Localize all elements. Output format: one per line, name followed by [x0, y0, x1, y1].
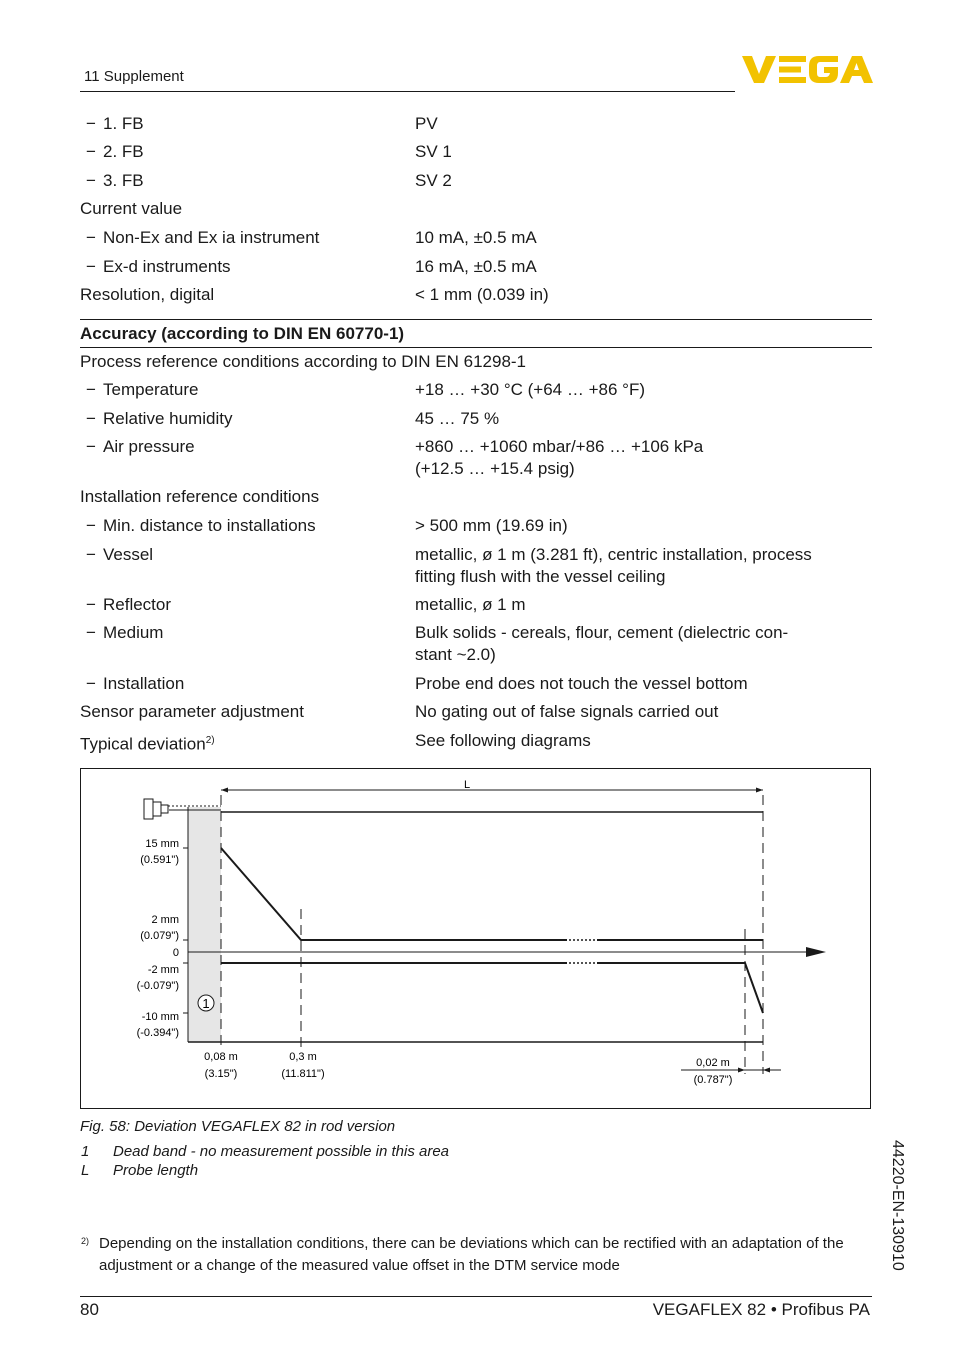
- spec-label: − Medium: [86, 623, 164, 642]
- legend-key: 1: [81, 1143, 90, 1160]
- y-label-neg2mm: -2 mm: [147, 964, 179, 976]
- document-id-text: 44220-EN-130910: [889, 1140, 906, 1271]
- section-rule-top: [80, 319, 872, 320]
- x-label-002m-in: (0.787"): [693, 1074, 733, 1086]
- spec-value: +860 … +1060 mbar/+86 … +106 kPa (+12.5 … +15.4 psig): [415, 437, 704, 478]
- spec-label: Installation reference conditions: [80, 487, 320, 506]
- y-label-15mm: 15 mm: [145, 838, 179, 850]
- figure-caption: Fig. 58: Deviation VEGAFLEX 82 in rod version: [80, 1118, 396, 1135]
- spec-label: Typical deviation$^{2)}$: [80, 734, 215, 754]
- y-label-15mm-in: (0.591"): [140, 854, 179, 866]
- side-document-id: [886, 1140, 910, 1290]
- x-label-03m: 0,3 m: [289, 1051, 317, 1063]
- footnote-mark: 2): [81, 1236, 90, 1246]
- x-label-002m: 0,02 m: [696, 1057, 730, 1069]
- y-label-neg10mm: -10 mm: [141, 1011, 179, 1023]
- spec-value: Bulk solids - cereals, flour, cement (dielectric con- stant ~2.0): [415, 623, 789, 664]
- spec-label: Resolution, digital: [80, 285, 215, 304]
- footnote-ref[interactable]: 2): [205, 735, 215, 746]
- y-label-neg10mm-in: (-0.394"): [136, 1027, 179, 1039]
- spec-value: > 500 mm (19.69 in): [415, 516, 568, 535]
- spec-label: Sensor parameter adjustment: [80, 702, 304, 721]
- page-number: 80: [80, 1300, 99, 1319]
- spec-label: − Relative humidity: [86, 409, 233, 428]
- y-label-zero: 0: [172, 947, 179, 959]
- spec-label: − 2. FB: [86, 142, 144, 161]
- spec-value: +18 … +30 °C (+64 … +86 °F): [415, 380, 645, 399]
- spec-value: < 1 mm (0.039 in): [415, 285, 549, 304]
- spec-label: − Vessel: [86, 545, 154, 564]
- spec-value: SV 1: [415, 142, 452, 161]
- section-rule-bottom: [80, 347, 872, 348]
- y-label-2mm-in: (0.079"): [140, 930, 179, 942]
- deviation-figure: [80, 768, 871, 1109]
- spec-value: Probe end does not touch the vessel bottom: [415, 674, 748, 693]
- vega-logo: [740, 52, 874, 86]
- spec-value: metallic, ø 1 m: [415, 595, 526, 614]
- spec-label: − Ex-d instruments: [86, 257, 231, 276]
- spec-value: PV: [415, 114, 438, 133]
- dead-band-marker-label: 1: [202, 996, 210, 1011]
- accuracy-heading: Accuracy (according to DIN EN 60770-1): [80, 324, 405, 343]
- x-label-03m-in: (11.811"): [281, 1068, 325, 1080]
- y-label-2mm: 2 mm: [151, 914, 179, 926]
- header-rule: [80, 91, 735, 92]
- spec-value: No gating out of false signals carried out: [415, 702, 719, 721]
- legend-text: Probe length: [113, 1162, 199, 1179]
- spec-label: Current value: [80, 199, 183, 218]
- spec-label: − Air pressure: [86, 437, 195, 456]
- intro-text: Process reference conditions according to DIN EN 61298-1: [80, 352, 527, 371]
- section-label: 11 Supplement: [84, 68, 184, 85]
- footer-rule: [80, 1296, 872, 1297]
- spec-value: 10 mA, ±0.5 mA: [415, 228, 537, 247]
- spec-value: See following diagrams: [415, 731, 591, 750]
- footnote-text: Depending on the installation conditions, there can be deviations which can be rectified with an adaptation of the adjustment or a change of the measured value offset in the DTM service mode: [99, 1235, 844, 1274]
- spec-value: metallic, ø 1 m (3.281 ft), centric installation, process fitting flush with the vessel ceiling: [415, 545, 812, 586]
- spec-value: 16 mA, ±0.5 mA: [415, 257, 537, 276]
- x-label-008m: 0,08 m: [204, 1051, 238, 1063]
- y-label-neg2mm-in: (-0.079"): [136, 980, 179, 992]
- legend-key: L: [81, 1162, 90, 1179]
- spec-label: − Reflector: [86, 595, 172, 614]
- legend-text: Dead band - no measurement possible in this area: [113, 1143, 450, 1160]
- deviation-diagram: [81, 769, 870, 1108]
- spec-value: 45 … 75 %: [415, 409, 500, 428]
- spec-label: − Non-Ex and Ex ia instrument: [86, 228, 320, 247]
- footer-document-title: VEGAFLEX 82 • Profibus PA: [652, 1300, 870, 1319]
- x-label-008m-in: (3.15"): [204, 1068, 238, 1080]
- spec-label: − Temperature: [86, 380, 199, 399]
- spec-value: SV 2: [415, 171, 452, 190]
- length-label: L: [463, 779, 471, 791]
- spec-label: − 1. FB: [86, 114, 144, 133]
- zero-axis-arrow: [806, 947, 826, 957]
- upper-deviation-curve: [221, 848, 567, 940]
- spec-label: − Min. distance to installations: [86, 516, 316, 535]
- spec-label: − Installation: [86, 674, 185, 693]
- spec-label: − 3. FB: [86, 171, 144, 190]
